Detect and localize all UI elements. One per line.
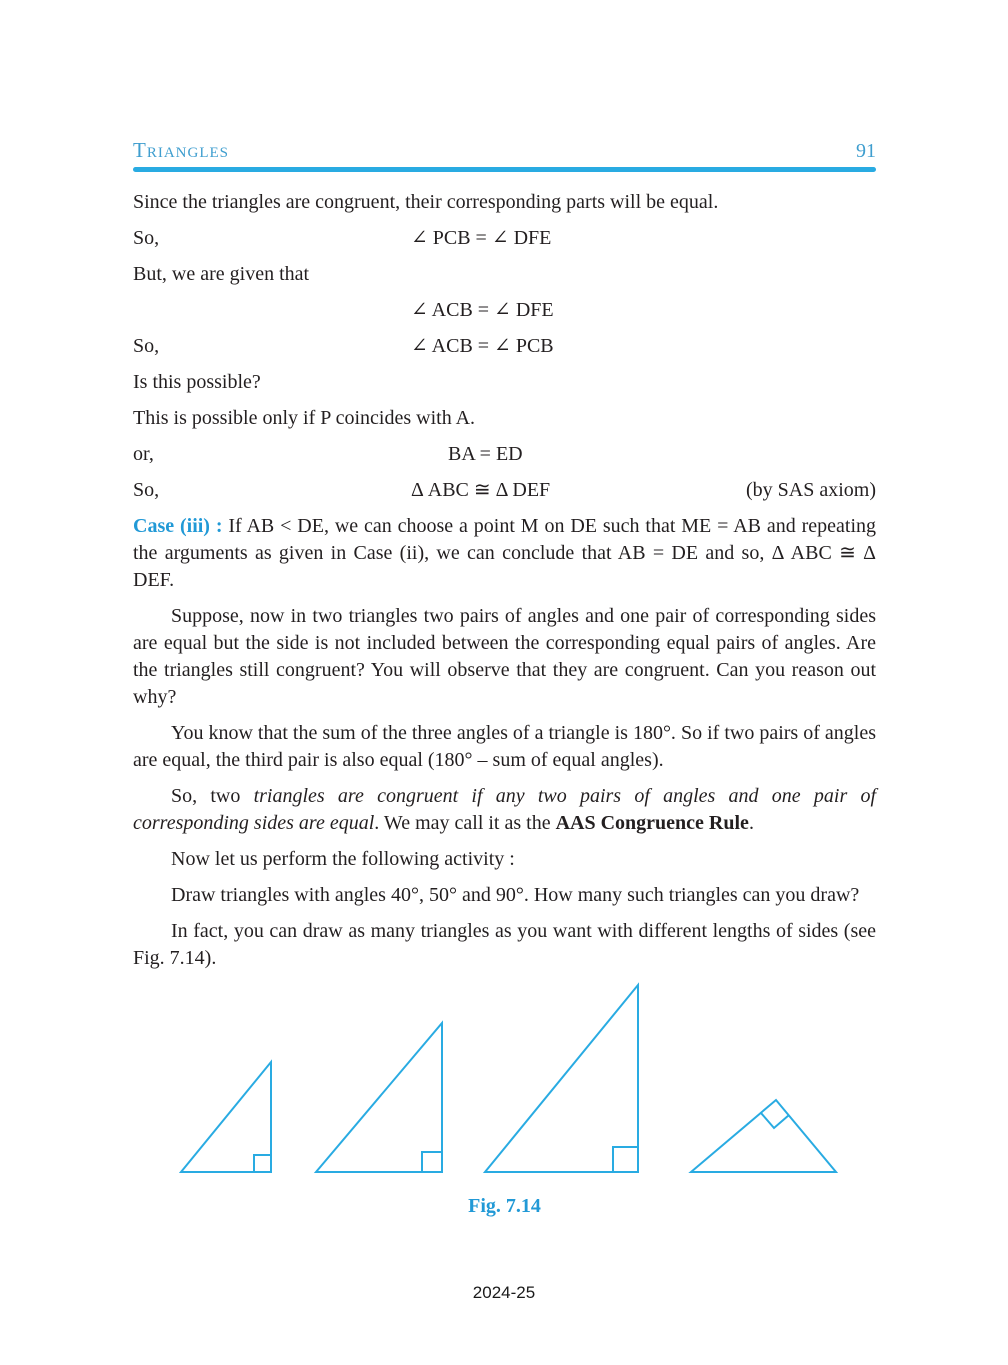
equation-label: So, (133, 335, 160, 357)
equation-expr: ∠ ACB = ∠ DFE (411, 299, 554, 321)
right-angle-marker-large (613, 1147, 638, 1172)
right-angle-marker-medium (422, 1152, 442, 1172)
equation-row-3 (133, 333, 876, 360)
aas-lead: So, two (171, 785, 254, 807)
aas-rule-name: AAS Congruence Rule (555, 812, 749, 834)
equation-label: So, (133, 227, 160, 249)
paragraph-case-iii (133, 513, 876, 594)
paragraph-intro: Since the triangles are congruent, their corresponding parts will be equal. (133, 191, 719, 213)
footer-session-label: 2024-25 (472, 1283, 536, 1302)
equation-expr: Δ ABC ≅ Δ DEF (411, 479, 551, 501)
chapter-title: Triangles (133, 138, 229, 162)
triangle-large (485, 985, 638, 1172)
aas-mid: . We may call it as the (374, 812, 556, 834)
equation-row-2 (133, 297, 876, 324)
figure-7-14 (173, 981, 876, 1181)
equation-expr: BA = ED (448, 443, 523, 465)
triangles-figure-svg (173, 981, 873, 1181)
paragraph-activity: Now let us perform the following activity : (171, 848, 515, 870)
paragraph-fact: In fact, you can draw as many triangles as you want with different lengths of sides (see Fig. 7.14). (133, 920, 876, 969)
equation-label: or, (133, 443, 154, 465)
equation-expr: ∠ ACB = ∠ PCB (411, 335, 554, 357)
page-content (133, 189, 876, 1220)
paragraph-draw: Draw triangles with angles 40°, 50° and 90°. How many such triangles can you draw? (171, 884, 860, 906)
header-rule (133, 167, 876, 172)
aas-italic-statement: triangles are congruent if any two pairs of angles and one pair of corresponding sides are equal (133, 785, 877, 834)
equation-label: So, (133, 479, 160, 501)
equation-row-4 (133, 441, 876, 468)
paragraph-aas-rule (133, 783, 876, 837)
triangle-apex-right-angle (691, 1100, 836, 1172)
triangle-medium (316, 1023, 442, 1172)
case-iii-label: Case (iii) : (133, 515, 223, 537)
case-iii-text: If AB < DE, we can choose a point M on DE such that ME = AB and repeating the arguments as given in Case (ii), we can conclude that AB = DE and so, Δ ABC ≅ Δ DEF. (133, 515, 877, 591)
aas-end: . (748, 812, 754, 834)
page-number: 91 (856, 140, 876, 162)
header-row (133, 138, 876, 163)
equation-row-1 (133, 225, 876, 252)
paragraph-suppose: Suppose, now in two triangles two pairs of angles and one pair of corresponding sides are equal but the side is not included between the corresponding equal pairs of angles. Are the triangles still congruent? You will observe that they are congruent. Can you reason out why? (133, 605, 876, 708)
equation-note: (by SAS axiom) (746, 479, 876, 501)
paragraph-question: Is this possible? (133, 371, 261, 393)
paragraph-know: You know that the sum of the three angles of a triangle is 180°. So if two pairs of angles are equal, the third pair is also equal (180° – sum of equal angles). (133, 722, 876, 771)
equation-row-5 (133, 477, 876, 504)
figure-caption: Fig. 7.14 (468, 1195, 541, 1217)
paragraph-given: But, we are given that (133, 263, 310, 285)
equation-expr: ∠ PCB = ∠ DFE (411, 227, 552, 249)
paragraph-possible: This is possible only if P coincides with A. (133, 407, 476, 429)
right-angle-marker-small (254, 1155, 271, 1172)
right-angle-marker-apex (761, 1113, 789, 1128)
page-header (133, 138, 876, 172)
